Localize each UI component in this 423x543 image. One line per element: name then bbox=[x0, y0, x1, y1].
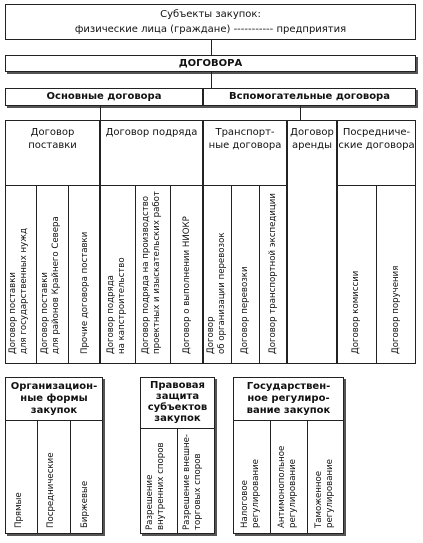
leaf-supply-state: Договор поставки для государственных нужд bbox=[8, 228, 29, 354]
group-divider bbox=[203, 185, 287, 186]
supply-header-1: Договор bbox=[30, 127, 75, 138]
state-regulation-divider bbox=[307, 420, 308, 534]
state-regulation-divider bbox=[270, 420, 271, 534]
leaf-divider bbox=[36, 185, 37, 364]
legal-title-3: субъектов bbox=[147, 402, 208, 413]
subjects-title: Субъекты закупок: bbox=[160, 9, 261, 20]
transport-header-2: ные договора bbox=[208, 140, 282, 151]
leaf-trans-organization: Договор об организации перевозок bbox=[206, 232, 227, 354]
leaf-divider bbox=[259, 185, 260, 364]
org-forms-divider bbox=[37, 420, 38, 534]
leaf-agency-commission: Договор комиссии bbox=[351, 270, 361, 354]
state-regulation-divider bbox=[233, 420, 344, 421]
state-antimonopoly-regulation: Антимонопольное регулирование bbox=[277, 445, 298, 528]
org-form-exchange: Биржевые bbox=[80, 480, 90, 528]
org-form-direct: Прямые bbox=[14, 492, 24, 528]
leaf-trans-carriage: Договор перевозки bbox=[240, 266, 250, 354]
supply-header-2: поставки bbox=[28, 140, 77, 151]
lease-header-2: аренды bbox=[292, 140, 332, 151]
leaf-trans-forwarding: Договор транспортной экспедиции bbox=[268, 193, 278, 354]
org-forms-title-1: Организацион- bbox=[10, 381, 98, 392]
leaf-agency-mandate: Договор поручения bbox=[391, 265, 401, 354]
leaf-work-design: Договор подряда на производство проектных и изыскательских работ bbox=[141, 191, 162, 354]
transport-header-1: Транспорт- bbox=[215, 127, 275, 138]
legal-protection-divider bbox=[177, 428, 178, 534]
connector bbox=[300, 106, 301, 120]
connector bbox=[211, 72, 212, 88]
legal-title-2: защита bbox=[155, 391, 200, 402]
group-divider bbox=[5, 185, 100, 186]
leaf-supply-north: Договор поставки для районов Крайнего Севера bbox=[40, 216, 61, 354]
legal-foreign-trade-disputes: Разрешение внешне- торговых споров bbox=[182, 434, 203, 530]
leaf-work-niokr: Договор о выполнении НИОКР bbox=[182, 216, 192, 354]
state-customs-regulation: Таможенное регулирование bbox=[314, 459, 335, 528]
leaf-divider bbox=[231, 185, 232, 364]
connector bbox=[100, 106, 101, 120]
leaf-divider bbox=[135, 185, 136, 364]
aux-contracts-label: Вспомогательные договора bbox=[229, 91, 390, 102]
contracts-title: ДОГОВОРА bbox=[178, 58, 243, 69]
legal-title-1: Правовая bbox=[150, 380, 205, 391]
org-forms-divider bbox=[70, 420, 71, 534]
state-title-1: Государствен- bbox=[246, 381, 331, 392]
subjects-list: физические лица (граждане) ----------- предприятия bbox=[74, 24, 347, 35]
legal-internal-disputes: Разрешение внутренних споров bbox=[145, 442, 166, 530]
org-form-intermediary: Посреднические bbox=[46, 452, 56, 528]
group-divider bbox=[100, 185, 203, 186]
agency-header-1: Посредниче- bbox=[342, 127, 411, 138]
state-title-2: ное регулиро- bbox=[247, 393, 330, 404]
leaf-divider bbox=[68, 185, 69, 364]
org-forms-title-2: ные формы bbox=[20, 393, 88, 404]
connector bbox=[211, 40, 212, 55]
leaf-divider bbox=[376, 185, 377, 364]
leaf-work-construction: Договор подряда на капстроительство bbox=[106, 257, 127, 354]
agency-header-2: ские договора bbox=[338, 140, 415, 151]
legal-title-4: закупок bbox=[154, 413, 201, 424]
state-title-3: вание закупок bbox=[246, 405, 331, 416]
org-forms-title-3: закупок bbox=[30, 405, 78, 416]
group-box-lease bbox=[287, 120, 337, 364]
org-forms-divider bbox=[5, 420, 103, 421]
state-tax-regulation: Налоговое регулирование bbox=[240, 459, 261, 528]
lease-header-1: Договор bbox=[290, 127, 334, 138]
leaf-divider bbox=[170, 185, 171, 364]
main-contracts-label: Основные договора bbox=[46, 91, 162, 102]
work-header: Договор подряда bbox=[105, 127, 198, 138]
leaf-supply-other: Прочие договора поставки bbox=[80, 231, 90, 354]
